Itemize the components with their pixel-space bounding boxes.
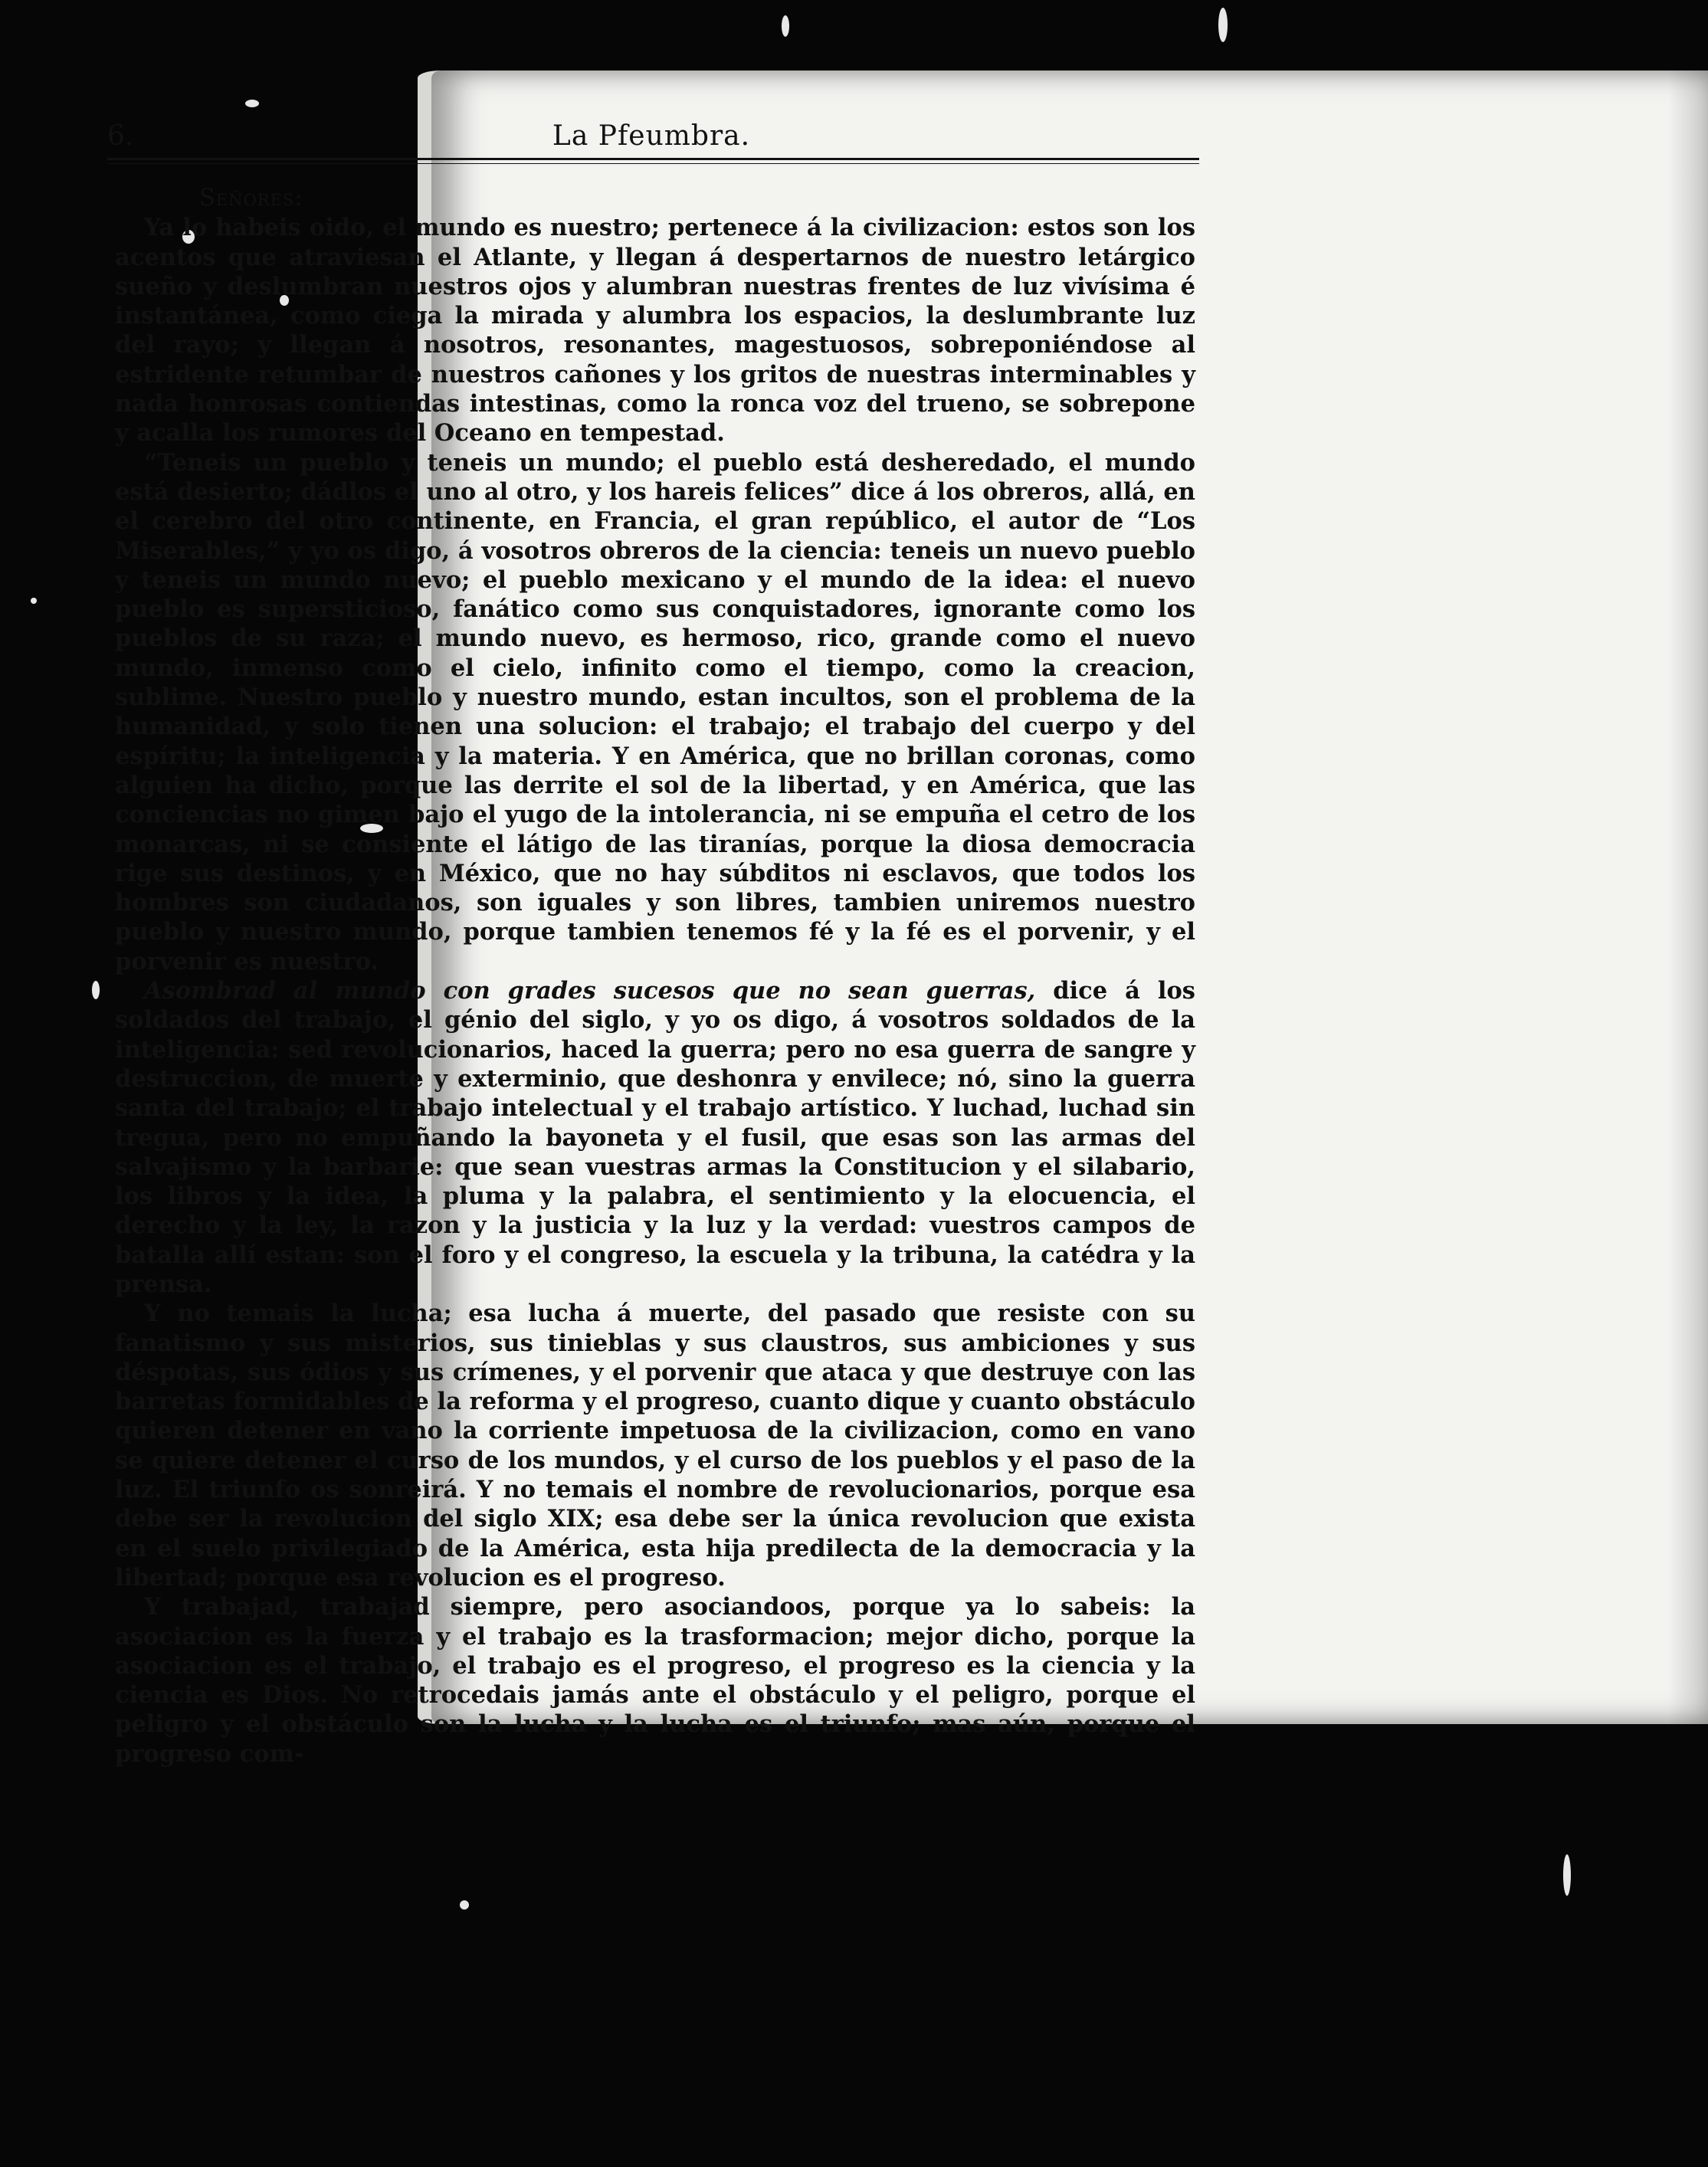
- dust-speck: [245, 100, 259, 107]
- paragraph-1: Ya lo habeis oido, el mundo es nuestro; pertenece á la civilizacion: estos son los acentos que atraviesan el Atlante, y llegan á despertarnos de nuestro letárgico sueño y deslumbran nuestros ojos y alumbran nuestras frentes de luz vivísima é instantánea, como ciega la mirada y alumbra los espacios, la deslumbrante luz del rayo; y llegan á nosotros, resonantes, magestuosos, sobreponiéndose al estridente retumbar de nuestros cañones y los gritos de nuestras interminables y nada honrosas contiendas intestinas, como la ronca voz del trueno, se sobrepone y acalla los rumores del Oceano en tempestad.: [115, 214, 1195, 447]
- salutation: Señores:: [199, 185, 303, 211]
- header-rule: [107, 158, 1199, 160]
- paragraph-4: Y no temais la lucha; esa lucha á muerte, del pasado que resiste con su fanatismo y sus misterios, sus tinieblas y sus claustros, sus ambiciones y sus déspotas, sus ódios y sus crímenes, y el porvenir que ataca y que destruye con las barretas formidables de la reforma y el progreso, cuanto dique y cuanto obstáculo quieren detener en vano la corriente impetuosa de la civilizacion, como en vano se quiere detener el curso de los mundos, y el curso de los pueblos y el paso de la luz. El triunfo os sonreirá. Y no temais el nombre de revolucionarios, porque esa debe ser la revolucion del siglo XIX; esa debe ser la única revolucion que exista en el suelo privilegiado de la América, esta hija predilecta de la democracia y la libertad; porque esa revolucion es el progreso.: [115, 1300, 1195, 1592]
- dust-speck: [1218, 8, 1228, 42]
- paragraph-2: “Teneis un pueblo y teneis un mundo; el pueblo está desheredado, el mundo está desierto; dádlos el uno al otro, y los hareis felices” dice á los obreros, allá, en el cerebro del otro continente, en Francia, el gran repúblico, el autor de “Los Miserables,” y yo os digo, á vosotros obreros de la ciencia: teneis un nuevo pueblo y teneis un mundo nuevo; el pueblo mexicano y el mundo de la idea: el nuevo pueblo es supersticioso, fanático como sus conquistadores, ignorante como los pueblos de su raza; el mundo nuevo, es hermoso, rico, grande como el nuevo mundo, inmenso como el cielo, infinito como el tiempo, como la creacion, sublime. Nuestro pueblo y nuestro mundo, estan incultos, son el problema de la humanidad, y solo tienen una solucion: el trabajo; el trabajo del cuerpo y del espíritu; la inteligencia y la materia. Y en América, que no brillan coronas, como alguien ha dicho, porque las derrite el sol de la libertad, y en América, que las conciencias no gimen bajo el yugo de la intolerancia, ni se empuña el cetro de los monarcas, ni se consiente el látigo de las tiranías, porque la diosa democracia rige sus destinos, y en México, que no hay súbditos ni esclavos, que todos los hombres son ciudadanos, son iguales y son libres, tambien uniremos nuestro pueblo y nuestro mundo, porque tambien tenemos fé y la fé es el porvenir, y el porvenir es nuestro.: [115, 448, 1195, 975]
- page-header: [107, 120, 1195, 159]
- dust-speck: [460, 1900, 469, 1910]
- body-text: [115, 184, 1195, 1769]
- page-number: 6.: [107, 120, 134, 152]
- paragraph-3: [115, 976, 1195, 1299]
- paragraph-3-rest: dice á los soldados del trabajo, el génio del siglo, y yo os digo, á vosotros soldados de la inteligencia: sed revolucionarios, haced la guerra; pero no esa guerra de sangre y destruccion, de muerte y exterminio, que deshonra y envilece; nó, sino la guerra santa del trabajo; el trabajo intelectual y el trabajo artístico. Y luchad, luchad sin tregua, pero no empuñando la bayoneta y el fusil, que esas son las armas del salvajismo y la barbarie: que sean vuestras armas la Constitucion y el silabario, los libros y la idea, la pluma y la palabra, el sentimiento y la elocuencia, el derecho y la ley, la razon y la justicia y la luz y la verdad: vuestros campos de batalla allí estan: son el foro y el congreso, la escuela y la tribuna, la catédra y la prensa.: [115, 977, 1195, 1298]
- dust-speck: [31, 598, 37, 604]
- italic-quote: Asombrad al mundo con grades sucesos que no sean guerras,: [144, 977, 1036, 1005]
- running-title: La Pfeumbra.: [552, 120, 751, 152]
- header-rule-thin: [107, 163, 1199, 164]
- dust-speck: [782, 15, 789, 37]
- dust-speck: [1563, 1854, 1571, 1896]
- dust-speck: [92, 981, 100, 999]
- paragraph-5: Y trabajad, trabajad siempre, pero asociandoos, porque ya lo sabeis: la asociacion es la fuerza y el trabajo es la trasformacion; mejor dicho, porque la asociacion es el trabajo, el trabajo es el progreso, el progreso es la ciencia y la ciencia es Dios. No retrocedais jamás ante el obstáculo y el peligro, porque el peligro y el obstáculo son la lucha y la lucha es el triunfo; mas aún, porque el progreso com-: [115, 1593, 1195, 1768]
